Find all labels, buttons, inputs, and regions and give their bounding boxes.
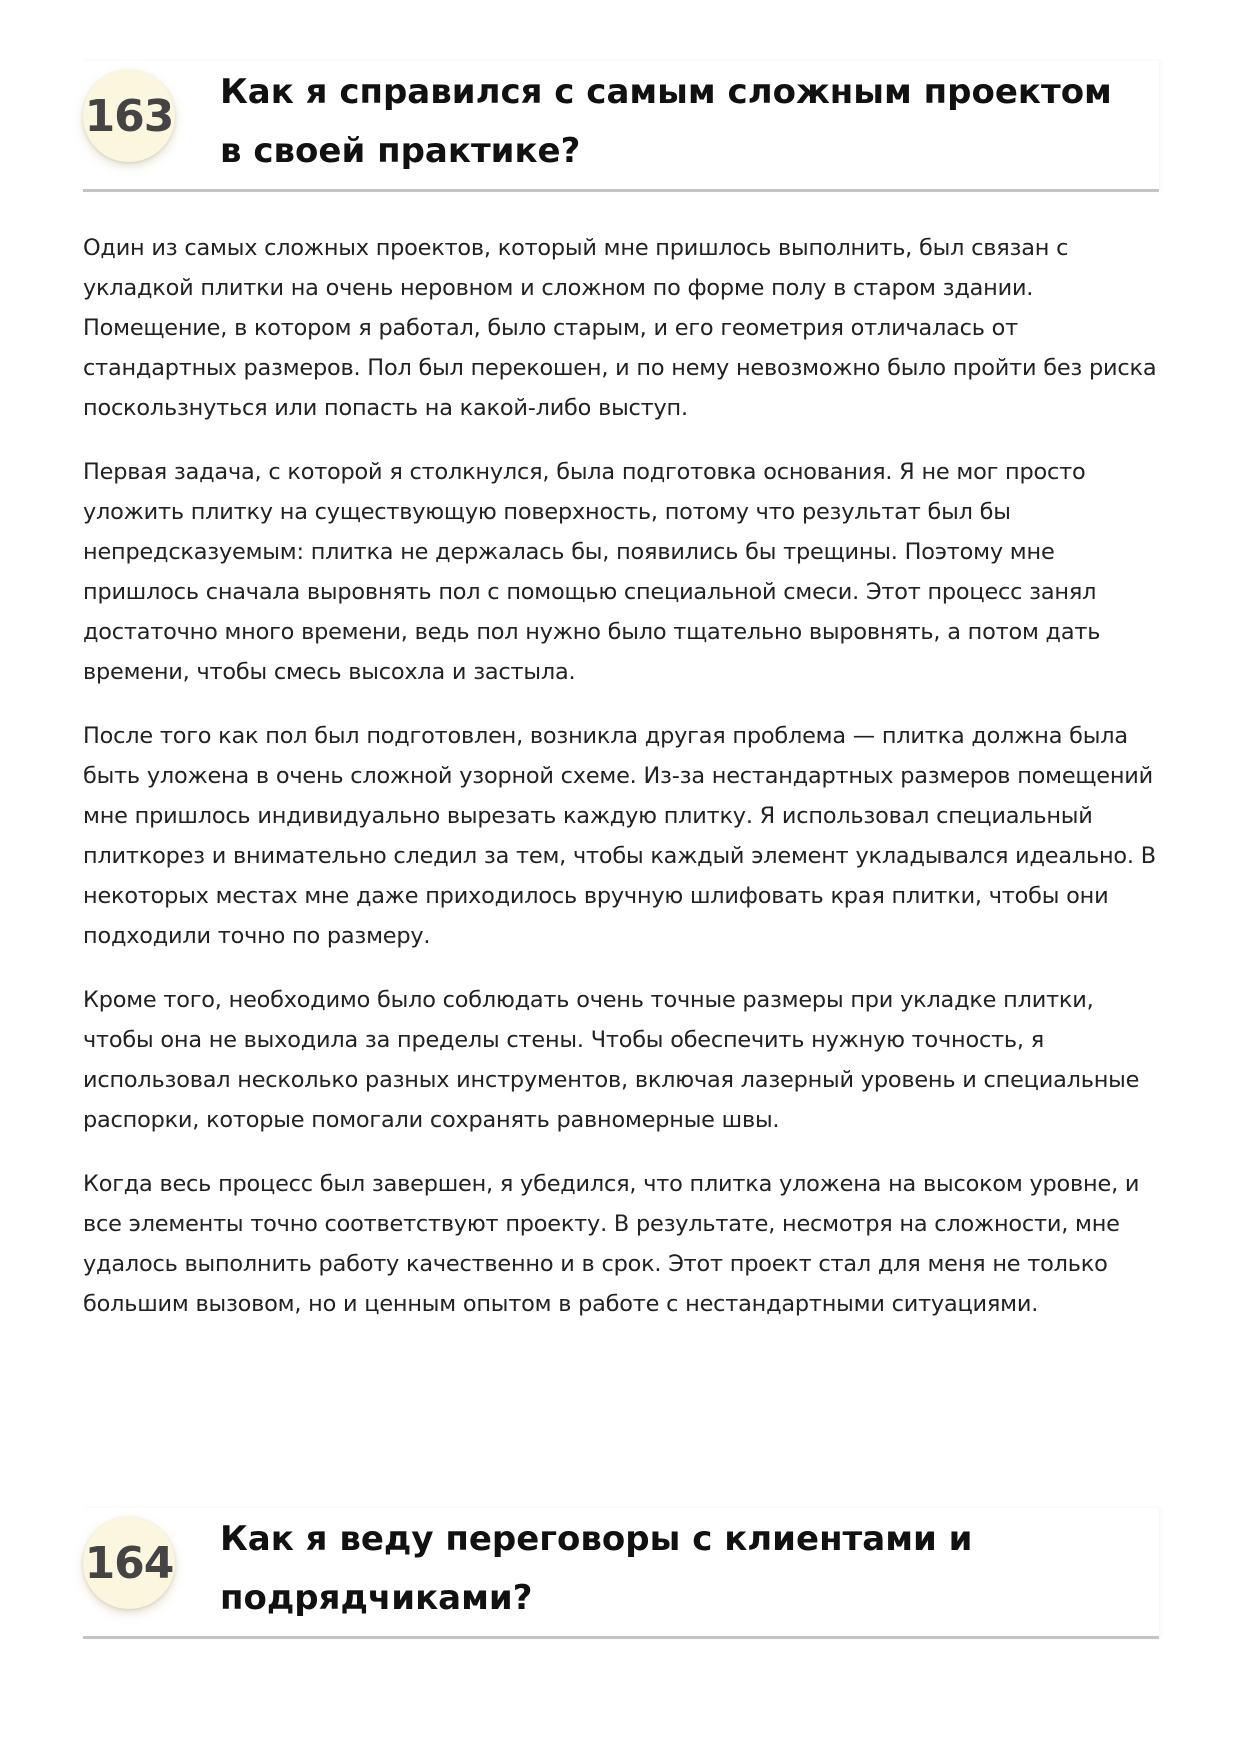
paragraph: Один из самых сложных проектов, который мне пришлось выполнить, был связан с укладкой плитки на очень неровном и сложном по форме полу в старом здании. Помещение, в котором я работал, было старым, и его геометрия отличалась от стандартных размеров. Пол был перекошен, и по нему невозможно было пройти без риска поскользнуться или попасть на какой-либо выступ.	[83, 235, 1157, 421]
paragraph: Кроме того, необходимо было соблюдать очень точные размеры при укладке плитки, чтобы она не выходила за пределы стены. Чтобы обеспечить нужную точность, я использовал несколько разных инструментов, включая лазерный уровень и специальные распорки, которые помогали сохранять равномерные швы.	[83, 987, 1140, 1133]
section-title: Как я веду переговоры с клиентами и подрядчиками?	[220, 1519, 973, 1618]
section-header-164	[83, 1508, 1159, 1639]
paragraph: Первая задача, с которой я столкнулся, была подготовка основания. Я не мог просто уложить плитку на существующую поверхность, потому что результат был бы непредсказуемым: плитка не держалась бы, появились бы трещины. Поэтому мне пришлось сначала выровнять пол с помощью специальной смеси. Этот процесс занял достаточно много времени, ведь пол нужно было тщательно выровнять, а потом дать времени, чтобы смесь высохла и застыла.	[83, 459, 1101, 685]
question-number-badge: 164	[83, 1517, 175, 1609]
section-header-163	[83, 61, 1159, 192]
question-number-badge: 163	[83, 70, 175, 162]
answer-body	[83, 228, 1163, 1348]
paragraph: Когда весь процесс был завершен, я убедился, что плитка уложена на высоком уровне, и все элементы точно соответствуют проекту. В результате, несмотря на сложности, мне удалось выполнить работу качественно и в срок. Этот проект стал для меня не только большим вызовом, но и ценным опытом в работе с нестандартными ситуациями.	[83, 1171, 1140, 1317]
section-title: Как я справился с самым сложным проектом в своей практике?	[220, 72, 1112, 171]
paragraph: После того как пол был подготовлен, возникла другая проблема — плитка должна была быть уложена в очень сложной узорной схеме. Из-за нестандартных размеров помещений мне пришлось индивидуально вырезать каждую плитку. Я использовал специальный плиткорез и внимательно следил за тем, чтобы каждый элемент укладывался идеально. В некоторых местах мне даже приходилось вручную шлифовать края плитки, чтобы они подходили точно по размеру.	[83, 723, 1156, 949]
